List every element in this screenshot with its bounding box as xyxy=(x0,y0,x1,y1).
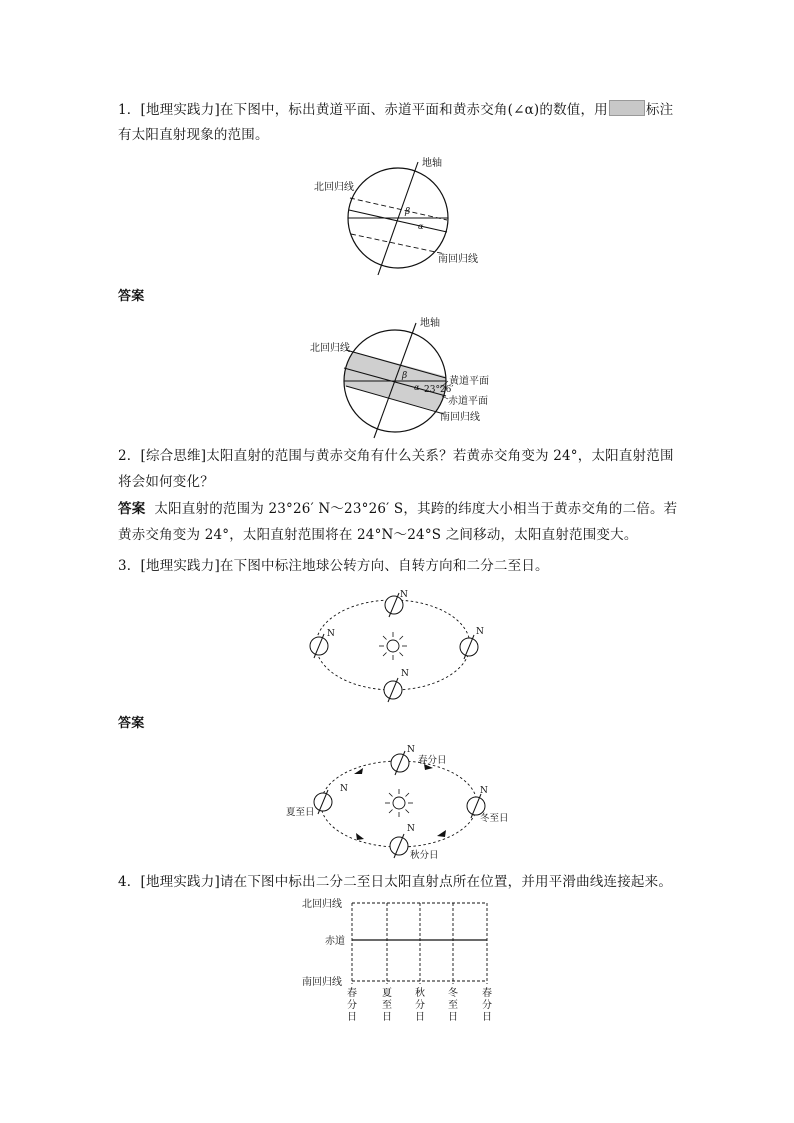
earth-left-n: N xyxy=(327,629,335,639)
row-label-south: 南回归线 xyxy=(302,977,342,988)
col2-c1: 分 xyxy=(415,1000,425,1011)
col3-c1: 至 xyxy=(448,1000,458,1011)
earth-top xyxy=(385,590,408,617)
sun-icon xyxy=(379,632,407,660)
col0-c1: 分 xyxy=(347,1000,357,1011)
q1-text-line1 xyxy=(118,100,673,119)
q2-answer-line1 xyxy=(118,500,677,518)
answer-earth-summer xyxy=(286,784,348,818)
earth-top-n: N xyxy=(400,590,408,600)
earth-left xyxy=(310,629,335,658)
earth-right xyxy=(460,627,484,659)
q3-orbit-figure xyxy=(300,580,500,705)
q1-text-b: 标注 xyxy=(645,102,674,118)
earth-bottom-n: N xyxy=(401,669,409,679)
spring-equinox-label: 春分日 xyxy=(418,755,447,766)
answer-angle-label: 23°26′ xyxy=(424,385,454,395)
q2-answer-label: 答案 xyxy=(118,501,146,517)
q2-text-line1: 2．[综合思维]太阳直射的范围与黄赤交角有什么关系？若黄赤交角变为 24°，太阳直射范围 xyxy=(118,448,674,464)
q3-text-line: 3．[地理实践力]在下图中标注地球公转方向、自转方向和二分二至日。 xyxy=(118,558,549,574)
q1-answer-label: 答案 xyxy=(118,289,145,304)
col1-c1: 至 xyxy=(382,1000,392,1011)
row-label-equator: 赤道 xyxy=(325,936,345,947)
autumn-equinox-label: 秋分日 xyxy=(410,850,439,861)
answer-sun-icon xyxy=(385,789,413,817)
winter-solstice-label: 冬至日 xyxy=(480,813,509,824)
q1-globe-figure xyxy=(300,150,500,270)
col2-c2: 日 xyxy=(415,1012,425,1023)
q3-answer-figure xyxy=(280,738,520,863)
spring-n: N xyxy=(407,745,415,755)
summer-n: N xyxy=(340,784,348,794)
answer-alpha-label: α xyxy=(414,383,420,392)
col-labels xyxy=(347,986,492,1023)
col3-c0: 冬 xyxy=(448,988,458,999)
summer-solstice-label: 夏至日 xyxy=(286,807,315,818)
col4-c2: 日 xyxy=(482,1012,492,1023)
south-tropic-label: 南回归线 xyxy=(438,254,478,265)
col0-c2: 日 xyxy=(347,1012,357,1023)
q4-grid-figure xyxy=(290,896,500,1026)
alpha-label: α xyxy=(418,222,424,231)
row-label-north: 北回归线 xyxy=(302,899,342,910)
answer-equator-label: 赤道平面 xyxy=(448,396,488,407)
col0-c0: 春 xyxy=(347,988,357,999)
q1-text-a: 1．[地理实践力]在下图中，标出黄道平面、赤道平面和黄赤交角(∠α)的数值，用 xyxy=(118,102,608,118)
beta-label: β xyxy=(405,207,411,217)
col1-c0: 夏 xyxy=(382,988,392,999)
q4-text-line: 4．[地理实践力]请在下图中标出二分二至日太阳直射点所在位置，并用平滑曲线连接起来。 xyxy=(118,874,673,890)
grid-column-lines xyxy=(352,903,487,984)
q1-text-line2: 有太阳直射现象的范围。 xyxy=(118,127,269,143)
earth-right-n: N xyxy=(476,627,484,637)
answer-south-label: 南回归线 xyxy=(440,412,480,423)
north-tropic-label: 北回归线 xyxy=(314,182,354,193)
answer-earth-winter xyxy=(467,786,509,824)
answer-earth-autumn xyxy=(390,824,439,861)
answer-axis-label: 地轴 xyxy=(420,318,440,329)
q2-text-line2: 将会如何变化？ xyxy=(118,474,214,490)
q2-answer-text1: 太阳直射的范围为 23°26′ N～23°26′ S，其跨的纬度大小相当于黄赤交角的二倍。若 xyxy=(154,501,678,517)
tropic-south-line xyxy=(351,234,445,254)
q1-answer-figure xyxy=(300,310,500,440)
ecliptic-line xyxy=(349,210,447,232)
q2-answer-line2: 黄赤交角变为 24°，太阳直射范围将在 24°N～24°S 之间移动，太阳直射范围变大。 xyxy=(118,527,638,543)
col2-c0: 秋 xyxy=(415,988,425,999)
col4-c0: 春 xyxy=(482,988,492,999)
col1-c2: 日 xyxy=(382,1012,392,1023)
col4-c1: 分 xyxy=(482,1000,492,1011)
answer-ecliptic-label: 黄道平面 xyxy=(449,376,489,387)
shaded-swatch xyxy=(609,100,645,116)
answer-beta-label: β xyxy=(402,371,408,381)
q3-answer-label: 答案 xyxy=(118,716,145,731)
answer-earth-spring xyxy=(391,745,447,775)
answer-north-label: 北回归线 xyxy=(310,343,350,354)
col3-c2: 日 xyxy=(448,1012,458,1023)
earth-bottom xyxy=(384,669,409,702)
autumn-n: N xyxy=(407,824,415,834)
winter-n: N xyxy=(480,786,488,796)
axis-label: 地轴 xyxy=(422,158,442,169)
